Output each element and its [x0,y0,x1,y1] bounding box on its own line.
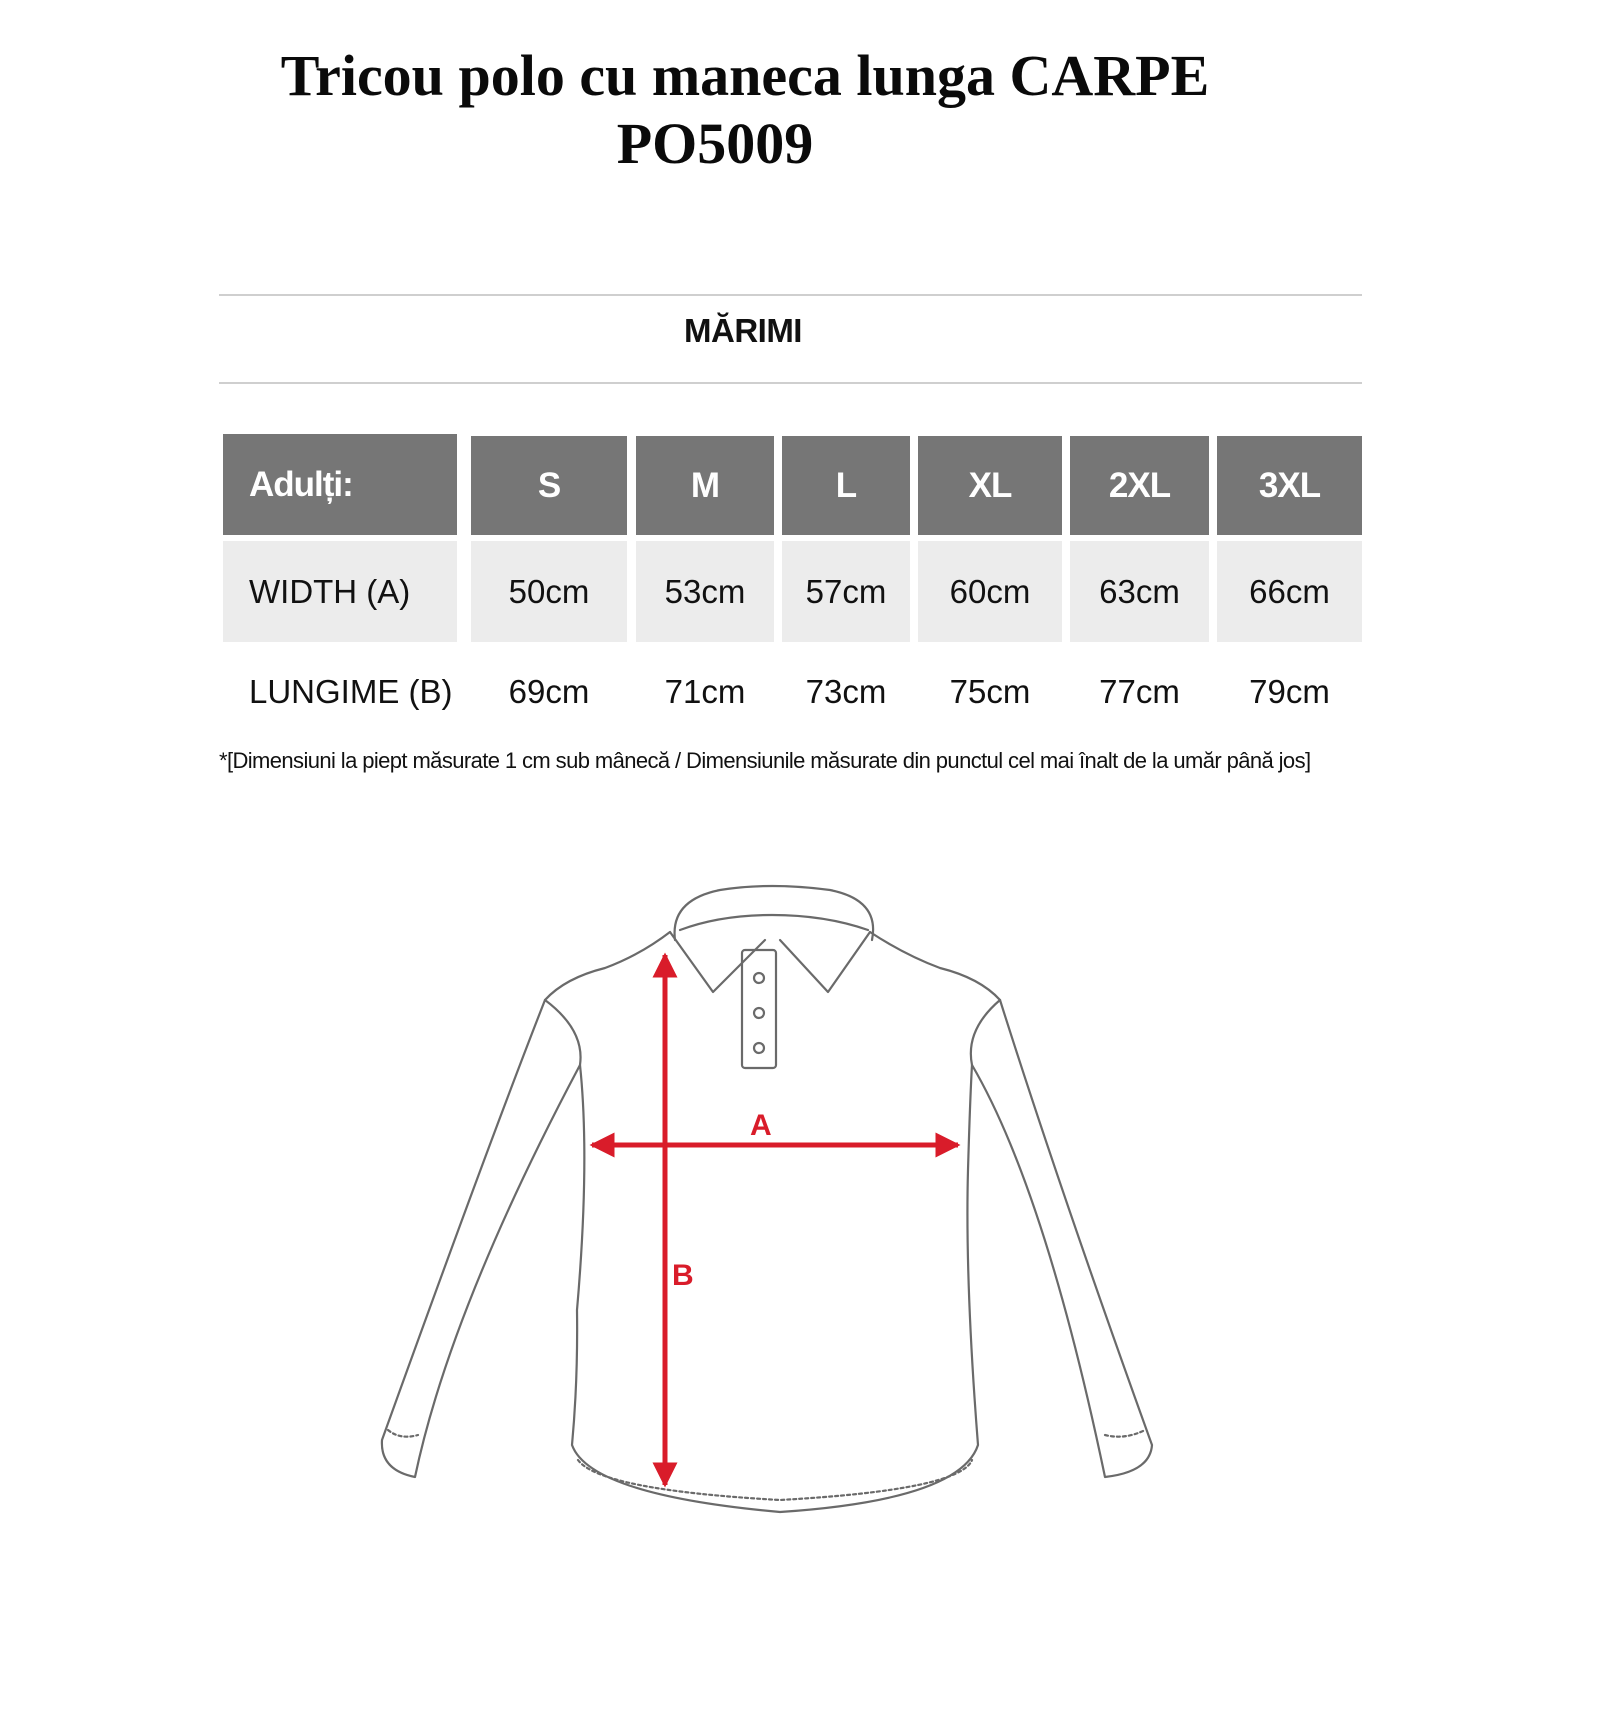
length-value-3xl: 79cm [1249,673,1330,710]
width-marker-label: A [750,1109,772,1142]
row-label-width: WIDTH (A) [223,541,457,642]
width-value-3xl: 66cm [1217,541,1362,642]
product-title-line1: Tricou polo cu maneca lunga CARPE [280,43,1210,108]
product-title [240,42,1250,178]
width-value-xl: 60cm [918,541,1062,642]
shirt-outline [382,886,1152,1512]
width-value-m: 53cm [636,541,774,642]
divider-bottom [219,382,1362,384]
size-header-2xl: 2XL [1070,436,1209,535]
size-header-s: S [471,436,627,535]
divider-top [219,294,1362,296]
width-value-l: 57cm [782,541,910,642]
length-value-2xl: 77cm [1099,673,1180,710]
size-header-3xl: 3XL [1217,436,1362,535]
length-value-xl: 75cm [949,673,1031,710]
size-header-xl: XL [918,436,1062,535]
length-marker-label: B [672,1259,694,1292]
section-heading: MĂRIMI [684,312,802,349]
row-label-length: LUNGIME (B) [249,673,453,710]
size-header-l: L [782,436,910,535]
measurement-note: *[Dimensiuni la piept măsurate 1 cm sub mânecă / Dimensiunile măsurate din punctul cel mai înalt de la umăr până jos] [219,748,1311,773]
product-title-line2: PO5009 [616,111,814,176]
size-table [219,431,1362,735]
width-value-s: 50cm [471,541,627,642]
length-value-l: 73cm [805,673,887,710]
length-value-m: 71cm [664,673,746,710]
size-header-m: M [636,436,774,535]
shirt-measurement-diagram [340,860,1180,1560]
width-value-2xl: 63cm [1070,541,1209,642]
length-value-s: 69cm [508,673,590,710]
table-corner-label: Adulți: [223,434,457,535]
